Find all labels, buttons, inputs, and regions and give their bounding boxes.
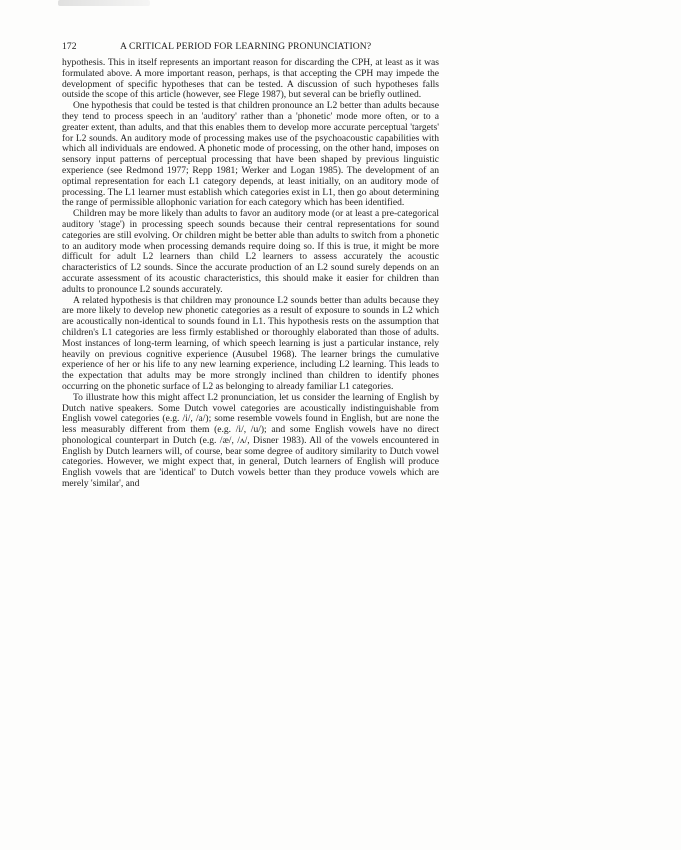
page-number: 172 bbox=[62, 41, 77, 52]
paragraph-5: To illustrate how this might affect L2 pronunciation, let us consider the learning of English by Dutch native speakers. Some Dutch vowel categories are acoustically indistinguishable from English vowel categories (e.g. /i/, /a/); some resemble vowels found in English, but are none the less measurably different from them (e.g. /i/, /u/); and some English vowels have no direct phonological counterpart in Dutch (e.g. /æ/, /ʌ/, Disner 1983). All of the vowels encountered in English by Dutch learners will, of course, bear some degree of auditory similarity to Dutch vowel categories. However, we might expect that, in general, Dutch learners of English will produce English vowels that are 'identical' to Dutch vowels better than they produce vowels which are merely 'similar', and bbox=[62, 391, 439, 490]
body-text bbox=[62, 58, 439, 490]
paragraph-4: A related hypothesis is that children may pronounce L2 sounds better than adults because they are more likely to develop new phonetic categories as a result of exposure to sounds in L2 which are acoustically non-identical to sounds found in L1. This hypothesis rests on the assumption that children's L1 categories are less firmly established or thoroughly elaborated than those of adults. Most instances of long-term learning, of which speech learning is just a particular instance, rely heavily on previous cognitive experience (Ausubel 1968). The learner brings the cumulative experience of her or his life to any new learning experience, including L2 learning. This leads to the expectation that adults may be more strongly inclined than children to identify phones occurring on the phonetic surface of L2 as belonging to already familiar L1 categories. bbox=[62, 294, 439, 392]
paragraph-2: One hypothesis that could be tested is that children pronounce an L2 better than adults because they tend to process speech in an 'auditory' rather than a 'phonetic' mode more often, or to a greater extent, than adults, and that this enables them to develop more accurate perceptual 'targets' for L2 sounds. An auditory mode of processing makes use of the psychoacoustic capabilities with which all individuals are endowed. A phonetic mode of processing, on the other hand, imposes on sensory input patterns of perceptual processing that have been shaped by previous linguistic experience (see Redmond 1977; Repp 1981; Werker and Logan 1985). The development of an optimal representation for each L1 category depends, at least initially, on an auditory mode of processing. The L1 learner must establish which categories exist in L1, then go about determining the range of permissible allophonic variation for each category which has been identified. bbox=[62, 100, 439, 209]
paragraph-3: Children may be more likely than adults to favor an auditory mode (or at least a pre-categorical auditory 'stage') in processing speech sounds because their central representations for sound categories are still evolving. Or children might be better able than adults to switch from a phonetic to an auditory mode when processing demands require doing so. If this is true, it might be more difficult for adult L2 learners than child L2 learners to assess accurately the acoustic characteristics of L2 sounds. Since the accurate production of an L2 sound surely depends on an accurate assessment of its acoustic characteristics, this should make it easier for children than adults to pronounce L2 sounds accurately. bbox=[62, 208, 439, 295]
page-header bbox=[62, 41, 442, 55]
scan-smudge bbox=[58, 0, 150, 6]
paragraph-1: hypothesis. This in itself represents an important reason for discarding the CPH, at least as it was formulated above. A more important reason, perhaps, is that accepting the CPH may impede the development of specific hypotheses that can be tested. A discussion of such hypotheses falls outside the scope of this article (however, see Flege 1987), but several can be briefly outlined. bbox=[62, 57, 439, 101]
running-title: A CRITICAL PERIOD FOR LEARNING PRONUNCIATION? bbox=[120, 41, 372, 52]
